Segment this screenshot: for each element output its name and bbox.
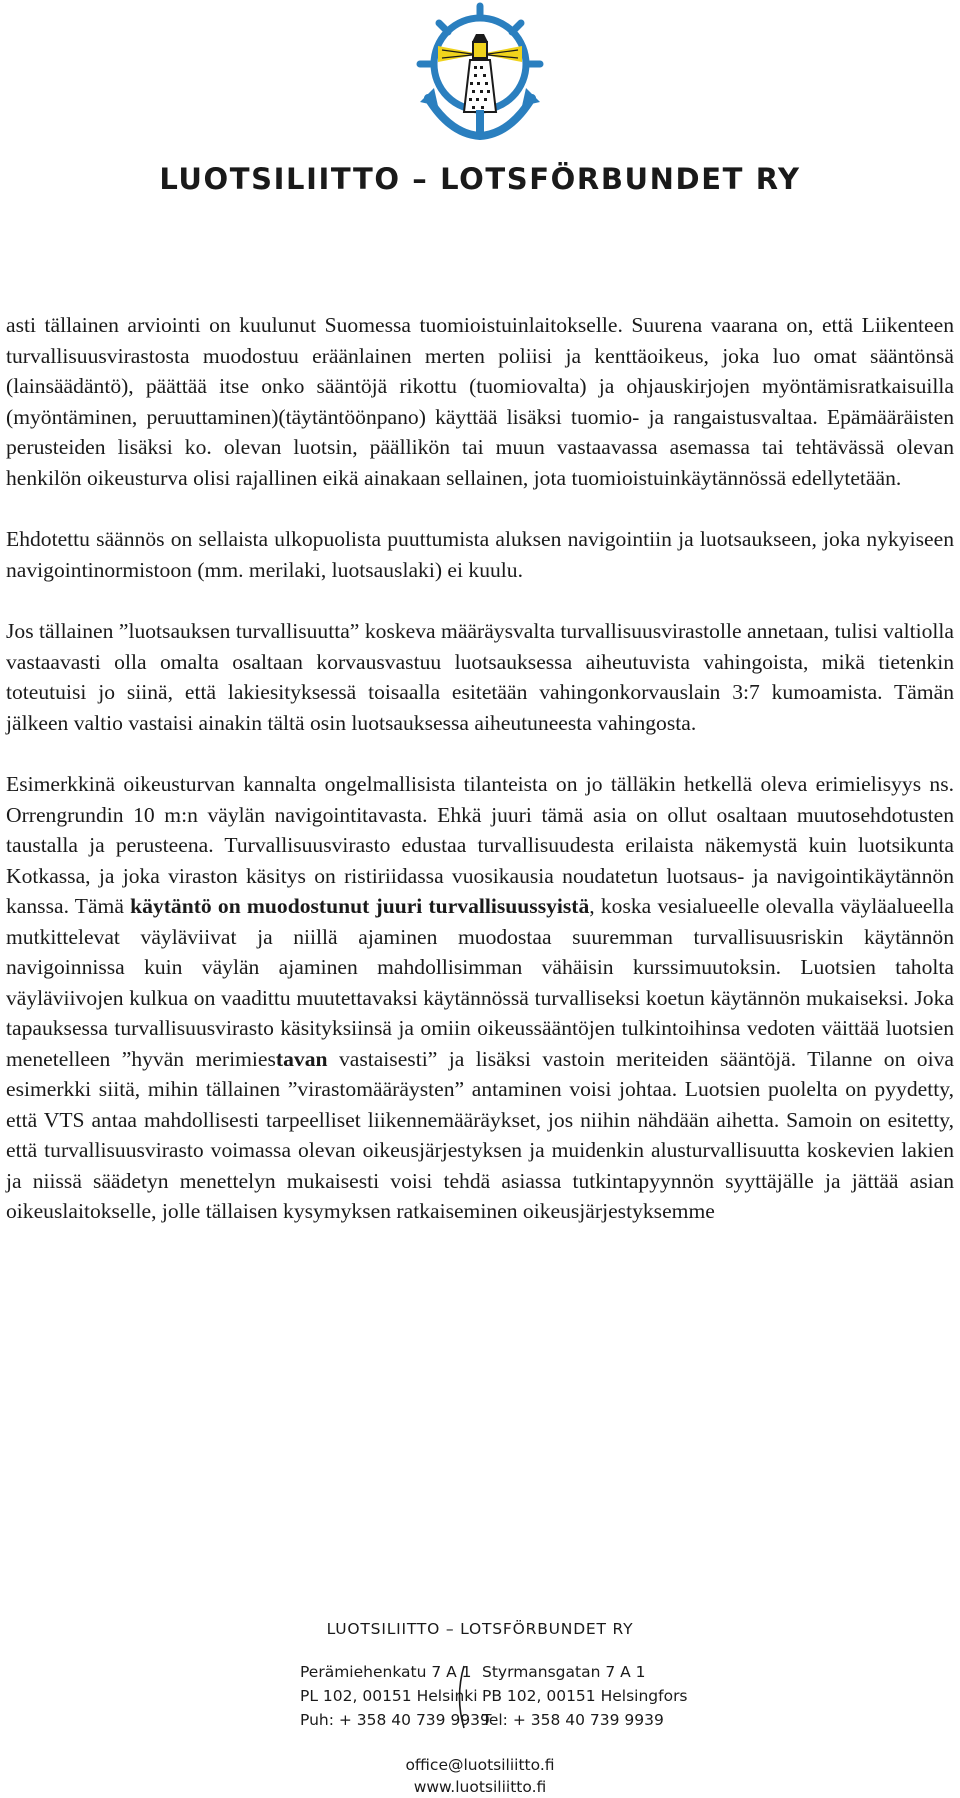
paragraph [6,769,954,1227]
paragraph: asti tällainen arviointi on kuulunut Suomessa tuomioistuinlaitokselle. Suurena vaarana on, että Liikenteen turvallisuusvirastosta muodostuu eräänlainen merten poliisi ja kenttäoikeus, joka luo omat sääntönsä (lainsäädäntö), päättää itse onko sääntöjä rikottu (tuomiovalta) ja ohjauskirjojen myöntämisratkaisuilla (myöntäminen, peruuttaminen)(täytäntöönpano) käyttää lisäksi tuomio- ja rangaistusvaltaa. Epämääräisten perusteiden lisäksi ko. olevan luotsin, päällikön tai muun vastaavassa asemassa tai tehtävässä olevan henkilön oikeusturva olisi rajallinen eikä ainakaan sellainen, jota tuomioistuinkäytännössä edellytetään. [6,313,954,490]
emphasis-text: käytäntö on muodostunut juuri turvallisuussyistä [130,894,590,918]
paragraph-text: , koska vesialueelle olevalla väyläalueella mutkittelevat väyläviivat ja niillä ajaminen muodostaa suuremman turvallisuusriskin käytännön navigoinnissa kuin väylän ajaminen mahdollisimman vähäisin kurssimuutoksin. Luotsien taholta väyläviivojen kulkua on vaadittu muutettavaksi käytännössä turvalliseksi koetun käytännön mukaiseksi. Joka tapauksessa turvallisuusvirasto käsityksiinsä ja omiin oikeussääntöjen tulkintoihinsa vedoten väittää luotsien menetelleen ”hyvän merimies [6,894,954,1071]
website-link[interactable]: www.luotsiliitto.fi [413,1778,547,1796]
postal-address: PL 102, 00151 Helsinki [300,1687,478,1705]
footer-addresses [0,1660,960,1732]
email-link[interactable]: office@luotsiliitto.fi [405,1756,555,1774]
street-address: Perämiehenkatu 7 A 1 [300,1663,472,1681]
swedish-address [482,1660,688,1732]
phone-number: Puh: + 358 40 739 9939 [300,1711,490,1729]
street-address: Styrmansgatan 7 A 1 [482,1663,646,1681]
footer-contact [0,1754,960,1798]
paragraph-text: vastaisesti” ja lisäksi vastoin meriteiden sääntöjä. Tilanne on oiva esimerkki siitä, mihin tällainen ”virastomääräysten” antaminen voisi johtaa. Luotsien puolelta on pyydetty, että VTS antaa mahdollisesti tarpeelliset liikennemääräykset, jos niihin nähdään aihetta. Samoin on esitetty, että turvallisuusvirasto voimassa olevan oikeusjärjestyksen ja muidenkin alusturvallisuutta koskevien lakien ja niissä säädetyn menettelyn mukaisesti voisi tehdä asiassa tutkintapyynnön syyttäjälle ja jättää asian oikeuslaitokselle, jolle tällaisen kysymyksen ratkaiseminen oikeusjärjestyksemme [6,1046,954,1223]
lighthouse-anchor-logo-icon [410,2,550,142]
emphasis-text: tavan [275,1046,328,1071]
letter-body [6,310,954,1227]
letterhead-footer [0,1620,960,1798]
organization-title: LUOTSILIITTO – LOTSFÖRBUNDET RY [159,162,801,196]
paragraph: Ehdotettu säännös on sellaista ulkopuolista puuttumista aluksen navigointiin ja luotsaukseen, joka nykyiseen navigointinormistoon (mm. merilaki, luotsauslaki) ei kuulu. [6,527,954,582]
footer-organization-name: LUOTSILIITTO – LOTSFÖRBUNDET RY [326,1620,634,1638]
paragraph: Jos tällainen ”luotsauksen turvallisuutta” koskeva määräysvalta turvallisuusvirastolle annetaan, tulisi valtiolla vastaavasti olla omalta osaltaan korvausvastuu luotsauksessa aiheutuvista vahingoista, mikä tietenkin toteutuisi jo siinä, että lakiesityksessä toisaalla esitetään vahingonkorvauslain 3:7 kumoamista. Tämän jälkeen valtio vastaisi ainakin tältä osin luotsauksessa aiheutuneesta vahingosta. [6,619,954,735]
phone-number: Tel: + 358 40 739 9939 [482,1711,664,1729]
bracket-divider [452,1664,468,1730]
paragraph-text: Esimerkkinä oikeusturvan kannalta ongelmallisista tilanteista on jo tälläkin hetkellä oleva erimielisyys ns. Orrengrundin 10 m:n väylän navigointitavasta. Ehkä juuri tämä asia on ollut osaltaan muutosehdotusten taustalla ja perusteena. Turvallisuusvirasto edustaa turvallisuudesta erilaista näkemystä kuin luotsikunta Kotkassa, ja joka viraston käsitys on ristiriidassa vuosikausia noudatetun luotsaus- ja navigointikäytännön kanssa. Tämä [6,772,954,918]
postal-address: PB 102, 00151 Helsingfors [482,1687,688,1705]
